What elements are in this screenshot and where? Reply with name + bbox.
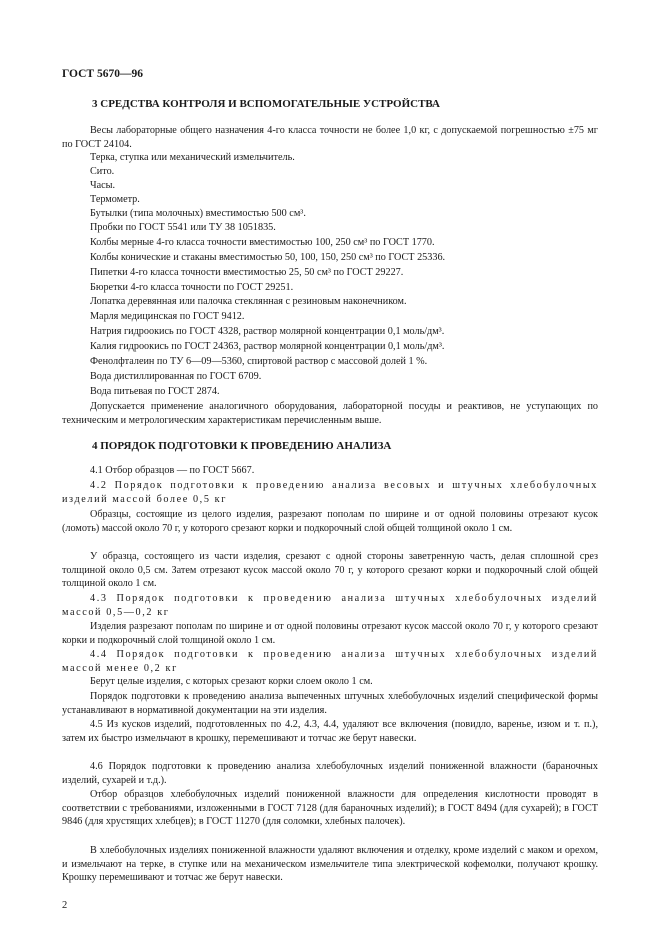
clause-4-2-text-a: Образцы, состоящие из целого изделия, разрезают пополам по ширине и от одной половины отрезают кусок (ломоть) массой около 70 г, у которого срезают корки и подкорочный слой общей толщиной около 1 см. [62, 509, 598, 534]
clause-4-4-heading: 4.4 Порядок подготовки к проведению анализа штучных хлебобулочных изделий массой менее 0,2 кг [62, 649, 598, 674]
section-3-closing: Допускается применение аналогичного оборудования, лабораторной посуды и реактивов, не уступающих по техническим и метрологическим характеристикам перечисленным выше. [62, 401, 598, 427]
list-item: Вода дистиллированная по ГОСТ 6709. [90, 371, 262, 382]
clause-4-1: 4.1 Отбор образцов — по ГОСТ 5667. [90, 465, 255, 476]
list-item: Марля медицинская по ГОСТ 9412. [90, 311, 245, 322]
document-header: ГОСТ 5670—96 [62, 68, 143, 80]
clause-4-2-text-b: У образца, состоящего из части изделия, срезают с одной стороны заветренную часть, делая сплошной срез толщиной около 0,5 см. Затем отрезают кусок массой около 70 г, у которого срезают корки и подкорочный слой общей толщиной около 1 см. [62, 551, 598, 590]
list-item: Бутылки (типа молочных) вместимостью 500 см³. [90, 208, 306, 219]
list-item: Колбы конические и стаканы вместимостью 50, 100, 150, 250 см³ по ГОСТ 25336. [90, 252, 446, 263]
list-item: Фенолфталеин по ТУ 6—09—5360, спиртовой раствор с массовой долей 1 %. [90, 356, 428, 367]
clause-4-3-heading: 4.3 Порядок подготовки к проведению анализа штучных хлебобулочных изделий массой 0,5—0,2 кг [62, 593, 598, 618]
section-3-title: 3 СРЕДСТВА КОНТРОЛЯ И ВСПОМОГАТЕЛЬНЫЕ УСТРОЙСТВА [92, 98, 440, 110]
clause-4-5: 4.5 Из кусков изделий, подготовленных по 4.2, 4.3, 4.4, удаляют все включения (повидло, варенье, изюм и т. п.), затем их быстро измельчают в крошку, перемешивают и тотчас же берут навески. [62, 719, 598, 744]
page-number: 2 [62, 900, 68, 911]
clause-4-6-text-a: Отбор образцов хлебобулочных изделий пониженной влажности для определения кислотности проводят в соответствии с требованиями, изложенными в ГОСТ 7128 (для бараночных изделий); в ГОСТ 8494 (для сухарей); в ГОСТ 9846 (для хрустящих хлебцев); в ГОСТ 11270 (для соломки, хлебных палочек). [62, 789, 598, 828]
list-item: Терка, ступка или механический измельчитель. [90, 152, 295, 163]
clause-4-6-text-b: В хлебобулочных изделиях пониженной влажности удаляют включения и отделку, кроме изделий с маком и орехом, и измельчают на терке, в ступке или на механическом измельчителе типа электрической кофемолки, получают крошку. Крошку перемешивают и тотчас же берут навески. [62, 845, 598, 884]
clause-4-4-text-a: Берут целые изделия, с которых срезают корки слоем около 1 см. [90, 676, 373, 687]
list-item: Бюретки 4-го класса точности по ГОСТ 29251. [90, 282, 294, 293]
list-item: Пипетки 4-го класса точности вместимостью 25, 50 см³ по ГОСТ 29227. [90, 267, 404, 278]
list-item: Термометр. [90, 194, 140, 205]
section-4-title: 4 ПОРЯДОК ПОДГОТОВКИ К ПРОВЕДЕНИЮ АНАЛИЗА [92, 440, 392, 452]
list-item: Сито. [90, 166, 115, 177]
clause-4-3-text: Изделия разрезают пополам по ширине и от одной половины отрезают кусок массой около 70 г, у которого срезают корки и подкорочный слой толщиной около 1 см. [62, 621, 598, 646]
list-item: Часы. [90, 180, 116, 191]
list-item: Калия гидроокись по ГОСТ 24363, раствор молярной концентрации 0,1 моль/дм³. [90, 341, 445, 352]
clause-4-2-heading: 4.2 Порядок подготовки к проведению анализа весовых и штучных хлебобулочных изделий массой более 0,5 кг [62, 480, 598, 505]
section-3-intro: Весы лабораторные общего назначения 4-го класса точности не более 1,0 кг, с допускаемой погрешностью ±75 мг по ГОСТ 24104. [62, 125, 598, 151]
list-item: Вода питьевая по ГОСТ 2874. [90, 386, 220, 397]
list-item: Пробки по ГОСТ 5541 или ТУ 38 1051835. [90, 222, 276, 233]
list-item: Натрия гидроокись по ГОСТ 4328, раствор молярной концентрации 0,1 моль/дм³. [90, 326, 445, 337]
list-item: Лопатка деревянная или палочка стеклянная с резиновым наконечником. [90, 296, 407, 307]
clause-4-6: 4.6 Порядок подготовки к проведению анализа хлебобулочных изделий пониженной влажности (бараночных изделий, сухарей и т.д.). [62, 761, 598, 786]
list-item: Колбы мерные 4-го класса точности вместимостью 100, 250 см³ по ГОСТ 1770. [90, 237, 435, 248]
clause-4-4-text-b: Порядок подготовки к проведению анализа выпеченных штучных хлебобулочных изделий специфической формы устанавливают в нормативной документации на эти изделия. [62, 691, 598, 716]
